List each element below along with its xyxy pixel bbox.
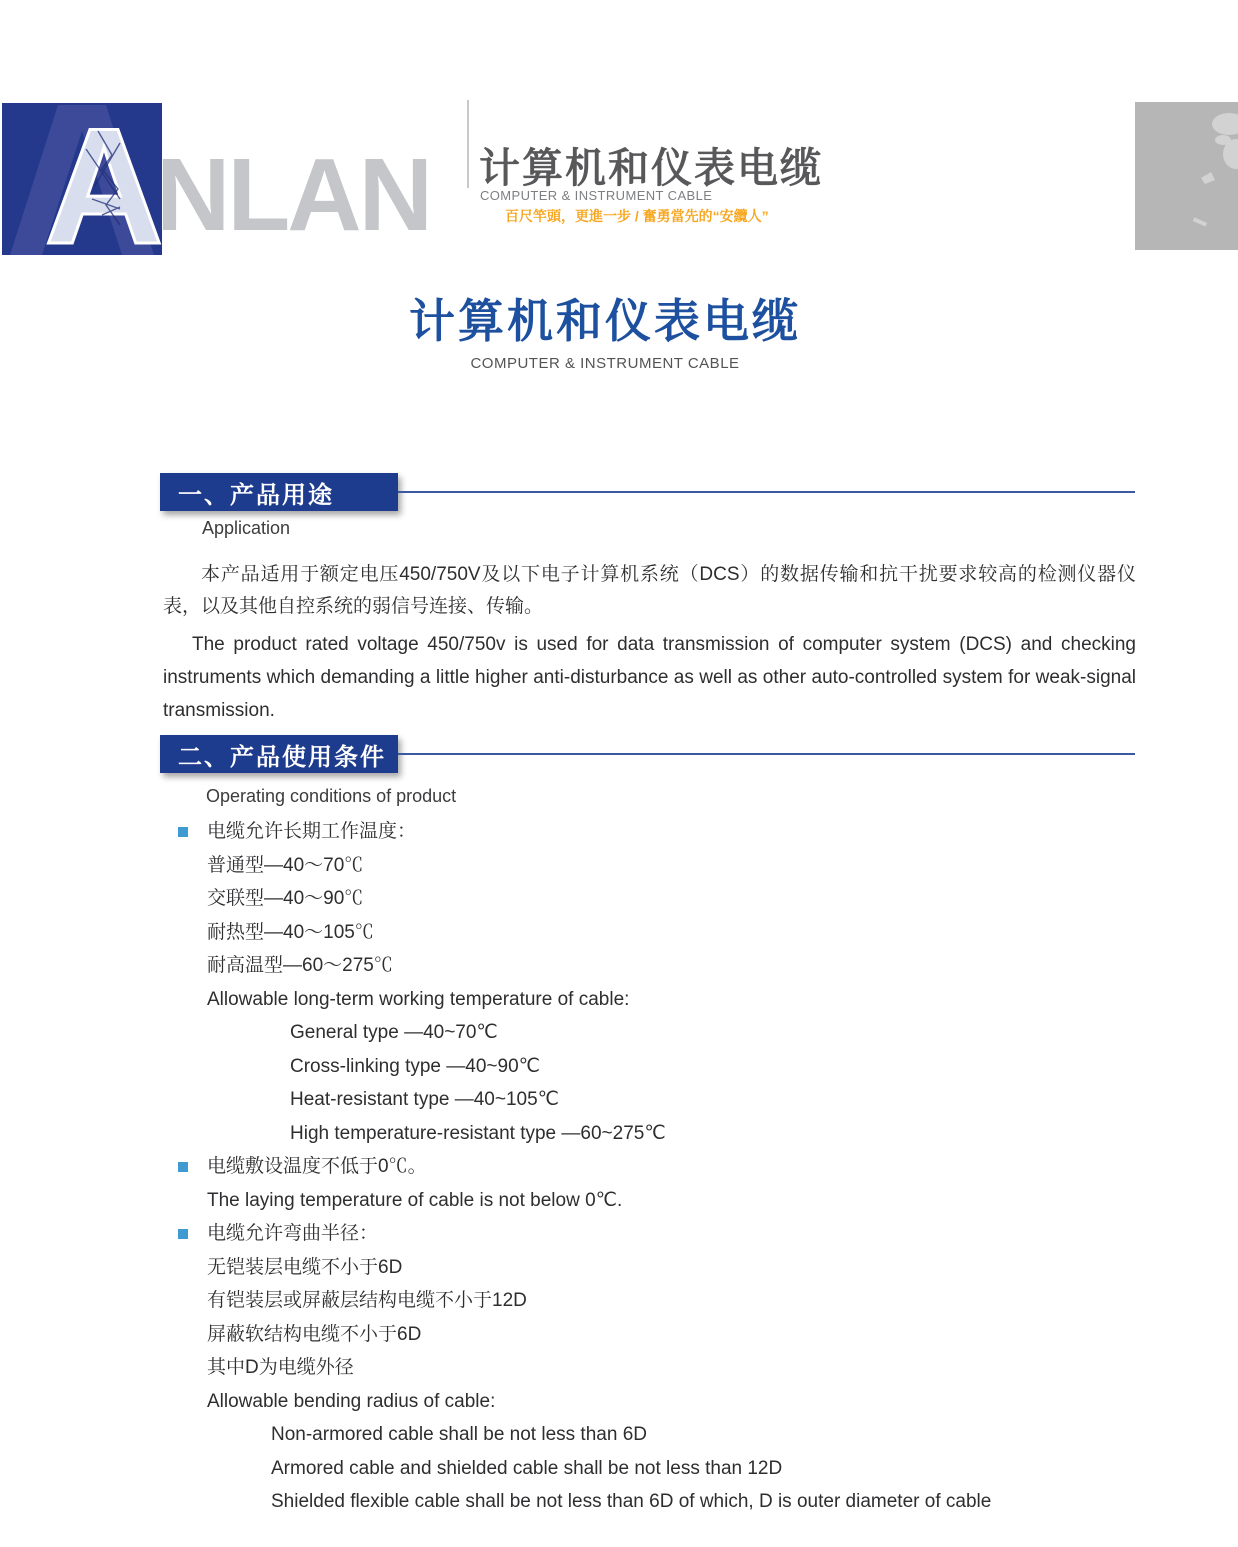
section2-rule-line — [398, 753, 1135, 755]
condition-line — [163, 882, 1138, 916]
condition-line — [163, 1485, 1138, 1519]
page-title: 计算机和仪表电缆 — [409, 295, 801, 347]
bullet-square-icon — [178, 1229, 188, 1239]
condition-text: Heat-resistant type —40~105℃ — [290, 1089, 560, 1110]
condition-text: 耐高温型—60～275℃ — [207, 955, 393, 976]
header-title-cn: 计算机和仪表电缆 — [479, 145, 823, 191]
condition-line — [163, 1318, 1138, 1352]
condition-text: 电缆允许弯曲半径： — [207, 1223, 379, 1244]
condition-line — [163, 849, 1138, 883]
condition-line — [163, 1284, 1138, 1318]
condition-line — [163, 1217, 1138, 1251]
section2-header — [160, 735, 1135, 773]
header-tagline: 百尺竿頭，更進一步 / 奮勇當先的“安纜人” — [505, 208, 769, 224]
condition-text: 电缆允许长期工作温度： — [207, 821, 417, 842]
bullet-square-icon — [178, 827, 188, 837]
condition-text: 有铠装层或屏蔽层结构电缆不小于12D — [207, 1290, 527, 1311]
header-divider-line — [467, 100, 469, 188]
condition-line — [163, 1050, 1138, 1084]
condition-text: The laying temperature of cable is not below 0℃. — [207, 1189, 623, 1211]
condition-line — [163, 1184, 1138, 1218]
condition-line — [163, 1251, 1138, 1285]
condition-text: High temperature-resistant type —60~275℃ — [290, 1122, 666, 1144]
condition-text: 无铠装层电缆不小于6D — [207, 1256, 403, 1278]
condition-text: General type —40~70℃ — [290, 1022, 498, 1043]
condition-line — [163, 1351, 1138, 1385]
condition-line — [163, 1150, 1138, 1184]
condition-line — [163, 916, 1138, 950]
header-photo-image — [1135, 102, 1238, 250]
condition-line — [163, 1452, 1138, 1486]
condition-line — [163, 1385, 1138, 1419]
svg-text:A: A — [44, 103, 162, 255]
condition-text: Allowable bending radius of cable: — [207, 1390, 496, 1412]
section2-heading-en: Operating conditions of product — [206, 786, 457, 806]
condition-text: 交联型—40～90℃ — [207, 888, 364, 909]
brand-name-text: NLAN — [156, 137, 431, 252]
condition-line — [163, 1117, 1138, 1151]
condition-text: Shielded flexible cable shall be not less than 6D of which, D is outer diameter of cable — [271, 1491, 992, 1512]
header-title-en: COMPUTER & INSTRUMENT CABLE — [480, 188, 713, 203]
page-subtitle: COMPUTER & INSTRUMENT CABLE — [470, 355, 740, 372]
condition-line — [163, 1418, 1138, 1452]
condition-text: Allowable long-term working temperature of cable: — [207, 988, 630, 1010]
condition-text: 耐热型—40～105℃ — [207, 921, 374, 943]
logo-a-icon — [2, 103, 162, 255]
condition-text: 电缆敷设温度不低于0℃。 — [207, 1156, 427, 1177]
condition-text: 其中D为电缆外径 — [207, 1357, 354, 1378]
section2-heading-cn: 二、产品使用条件 — [160, 735, 398, 773]
condition-line — [163, 949, 1138, 983]
operating-conditions-list — [163, 815, 1138, 1519]
application-paragraph-cn: 本产品适用于额定电压450/750V及以下电子计算机系统（DCS）的数据传输和抗干扰要求较高的检测仪器仪表，以及其他自控系统的弱信号连接、传输。 — [163, 564, 1136, 617]
condition-text: Non-armored cable shall be not less than 6D — [271, 1424, 647, 1445]
section1-heading-cn: 一、产品用途 — [160, 473, 398, 511]
condition-text: 屏蔽软结构电缆不小于6D — [207, 1323, 422, 1345]
section1-header — [160, 473, 1135, 511]
anlan-logo — [2, 103, 162, 255]
section1-rule-line — [398, 491, 1135, 493]
application-paragraph-en: The product rated voltage 450/750v is used for data transmission of computer system (DCS) and checking instruments which demanding a little higher anti-disturbance as well as other auto-controlled system for weak-signal transmission. — [163, 634, 1136, 721]
condition-text: 普通型—40～70℃ — [207, 854, 364, 876]
bullet-square-icon — [178, 1162, 188, 1172]
condition-line — [163, 815, 1138, 849]
condition-line — [163, 983, 1138, 1017]
condition-line — [163, 1016, 1138, 1050]
section1-heading-en: Application — [202, 518, 291, 538]
condition-text: Cross-linking type —40~90℃ — [290, 1055, 540, 1077]
condition-text: Armored cable and shielded cable shall be not less than 12D — [271, 1457, 783, 1479]
condition-line — [163, 1083, 1138, 1117]
